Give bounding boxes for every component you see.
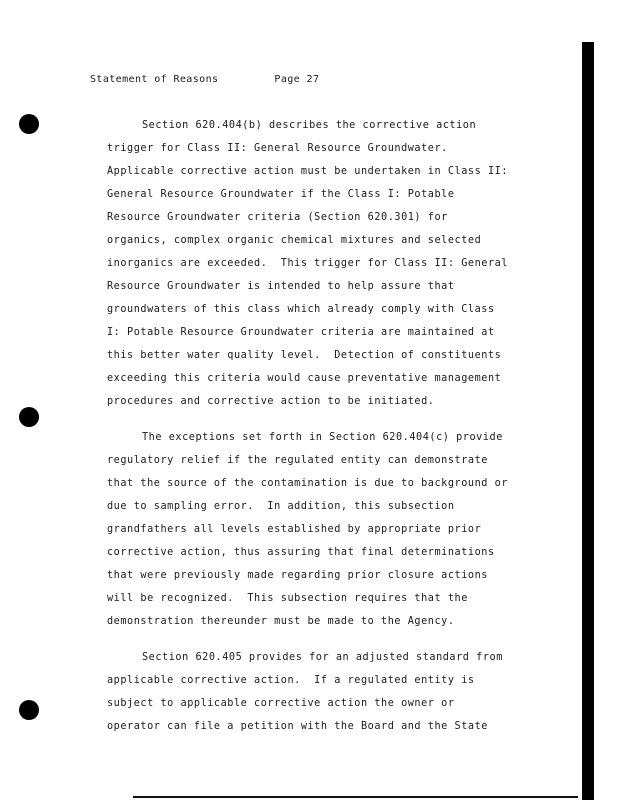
paragraph-line: regulatory relief if the regulated entity can demonstrate <box>107 455 488 466</box>
paragraph-line: applicable corrective action. If a regulated entity is <box>107 675 475 686</box>
paragraph-line: organics, complex organic chemical mixtures and selected <box>107 235 482 246</box>
paragraph-line: inorganics are exceeded. This trigger for Class II: General <box>107 258 509 269</box>
punch-hole-2 <box>19 407 39 427</box>
paragraph-1 <box>107 114 527 413</box>
paragraph-line: The exceptions set forth in Section 620.404(c) provide <box>142 432 503 443</box>
punch-hole-3 <box>19 700 39 720</box>
paragraph-line: Resource Groundwater is intended to help assure that <box>107 281 455 292</box>
header-title: Statement of Reasons <box>90 74 219 85</box>
paragraph-line: will be recognized. This subsection requires that the <box>107 593 468 604</box>
header-page-number: Page 27 <box>274 74 320 85</box>
paragraph-2 <box>107 426 527 633</box>
paragraph-line: procedures and corrective action to be initiated. <box>107 396 435 407</box>
paragraph-line: exceeding this criteria would cause preventative management <box>107 373 502 384</box>
paragraph-line: due to sampling error. In addition, this subsection <box>107 501 455 512</box>
punch-hole-1 <box>19 114 39 134</box>
paragraph-line: that were previously made regarding prior closure actions <box>107 570 488 581</box>
paragraph-line: that the source of the contamination is due to background or <box>107 478 509 489</box>
paragraph-line: groundwaters of this class which already comply with Class <box>107 304 495 315</box>
paragraph-line: Section 620.404(b) describes the corrective action <box>142 120 477 131</box>
paragraph-line: trigger for Class II: General Resource Groundwater. <box>107 143 448 154</box>
paragraph-line: this better water quality level. Detection of constituents <box>107 350 502 361</box>
page-header <box>90 74 319 85</box>
scan-edge-bar <box>582 42 594 800</box>
paragraph-line: grandfathers all levels established by appropriate prior <box>107 524 482 535</box>
paragraph-line: demonstration thereunder must be made to the Agency. <box>107 616 455 627</box>
paragraph-line: Applicable corrective action must be undertaken in Class II: <box>107 166 509 177</box>
paragraph-line: corrective action, thus assuring that final determinations <box>107 547 495 558</box>
scan-bottom-rule <box>133 796 578 798</box>
paragraph-line: General Resource Groundwater if the Class I: Potable <box>107 189 455 200</box>
paragraph-line: I: Potable Resource Groundwater criteria are maintained at <box>107 327 495 338</box>
paragraph-line: Section 620.405 provides for an adjusted standard from <box>142 652 503 663</box>
paragraph-line: operator can file a petition with the Board and the State <box>107 721 488 732</box>
paragraph-3 <box>107 646 527 738</box>
paragraph-line: subject to applicable corrective action the owner or <box>107 698 455 709</box>
paragraph-line: Resource Groundwater criteria (Section 620.301) for <box>107 212 448 223</box>
